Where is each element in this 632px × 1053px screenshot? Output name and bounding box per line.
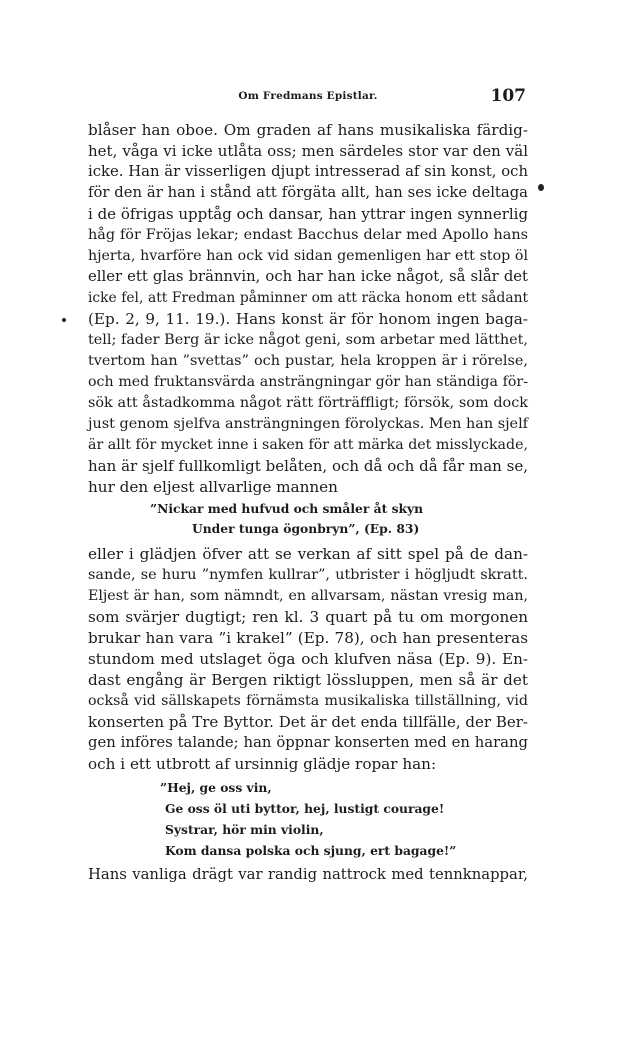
ink-speck bbox=[538, 184, 544, 191]
text-line: eller i glädjen öfver att se verkan af sitt spel på de dan- bbox=[88, 545, 528, 563]
text-line: (Ep. 2, 9, 11. 19.). Hans konst är för honom ingen baga- bbox=[88, 310, 528, 328]
quote-line: Ge oss öl uti byttor, hej, lustigt courage! bbox=[165, 801, 445, 816]
running-head bbox=[88, 88, 528, 110]
text-line: Eljest är han, som nämndt, en allvarsam, nästan vresig man, bbox=[88, 588, 528, 604]
text-line: hur den eljest allvarlige mannen bbox=[88, 478, 338, 496]
text-line: gen införes talande; han öppnar konserten med en harang bbox=[88, 734, 528, 751]
text-line: icke. Han är visserligen djupt intresserad af sin konst, och bbox=[88, 163, 528, 180]
text-line: för den är han i stånd att förgäta allt, han ses icke deltaga bbox=[88, 184, 528, 201]
running-title: Om Fredmans Epistlar. bbox=[238, 90, 378, 102]
text-line: konserten på Tre Byttor. Det är det enda tillfälle, der Ber- bbox=[88, 713, 528, 731]
text-line: just genom sjelfva ansträngningen förolyckas. Men han sjelf bbox=[88, 416, 528, 432]
quote-line: ”Nickar med hufvud och småler åt skyn bbox=[150, 501, 424, 516]
text-line: och i ett utbrott af ursinnig glädje ropar han: bbox=[88, 755, 437, 773]
text-line: håg för Fröjas lekar; endast Bacchus delar med Apollo hans bbox=[88, 227, 528, 243]
text-line: han är sjelf fullkomligt belåten, och då och då får man se, bbox=[88, 457, 528, 475]
text-line: tell; fader Berg är icke något geni, som arbetar med lätthet, bbox=[88, 332, 528, 348]
quote-line: Kom dansa polska och sjung, ert bagage!” bbox=[165, 843, 457, 858]
ink-speck bbox=[62, 318, 66, 322]
text-line: het, våga vi icke utlåta oss; men särdeles stor var den väl bbox=[88, 142, 528, 160]
text-line: också vid sällskapets förnämsta musikaliska tillställning, vid bbox=[88, 693, 528, 709]
text-line: stundom med utslaget öga och klufven näsa (Ep. 9). En- bbox=[88, 650, 528, 668]
text-line: som svärjer dugtigt; ren kl. 3 quart på tu om morgonen bbox=[88, 608, 528, 626]
text-line: blåser han oboe. Om graden af hans musikaliska färdig- bbox=[88, 121, 528, 139]
text-line: tvertom han ”svettas” och pustar, hela kroppen är i rörelse, bbox=[88, 353, 528, 369]
text-line: i de öfrigas upptåg och dansar, han yttrar ingen synnerlig bbox=[88, 205, 529, 223]
quote-line: Under tunga ögonbryn”, (Ep. 83) bbox=[192, 521, 420, 536]
text-line: icke fel, att Fredman påminner om att räcka honom ett sådant bbox=[88, 290, 528, 306]
text-line: sök att åstadkomma något rätt förträffligt; försök, som dock bbox=[88, 395, 528, 411]
text-line: hjerta, hvarföre han ock vid sidan gemenligen har ett stop öl bbox=[88, 248, 528, 264]
text-line: brukar han vara ”i krakel” (Ep. 78), och han presenteras bbox=[88, 629, 528, 647]
text-line: är allt för mycket inne i saken för att märka det misslyckade, bbox=[88, 437, 528, 453]
text-line: Hans vanliga drägt var randig nattrock med tennknappar, bbox=[88, 866, 528, 883]
text-line: dast engång är Bergen riktigt lössluppen, men så är det bbox=[88, 671, 528, 689]
quote-line: Systrar, hör min violin, bbox=[165, 822, 324, 837]
quote-line: ”Hej, ge oss vin, bbox=[160, 780, 272, 795]
page-number: 107 bbox=[490, 86, 526, 106]
text-line: sande, se huru ”nymfen kullrar”, utbrister i högljudt skratt. bbox=[88, 567, 528, 583]
text-line: och med fruktansvärda ansträngningar gör han ständiga för- bbox=[88, 374, 528, 390]
text-line: eller ett glas brännvin, och har han icke något, så slår det bbox=[88, 268, 528, 285]
